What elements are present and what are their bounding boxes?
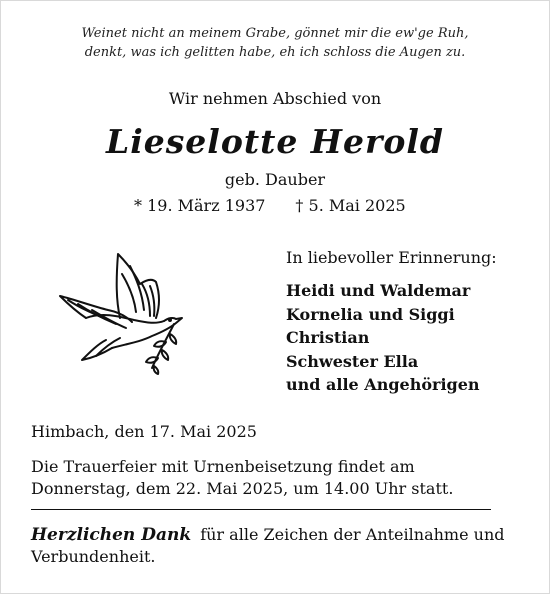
dove-with-olive-branch-icon (56, 244, 191, 376)
verse (0, 24, 550, 62)
death-date: † 5. Mai 2025 (295, 196, 406, 215)
mourner: Christian (286, 328, 370, 347)
thanks-lead: Herzlichen Dank (31, 525, 192, 545)
maiden-name: geb. Dauber (224, 170, 326, 189)
mourner: Kornelia und Siggi (286, 304, 455, 324)
service-line-1: Die Trauerfeier mit Urnenbeisetzung findet am (31, 457, 415, 476)
deceased-name: Lieselotte Herold (105, 122, 444, 161)
life-dates (134, 196, 406, 215)
birth-date: * 19. März 1937 (134, 196, 266, 215)
verse-line-2: denkt, was ich gelitten habe, eh ich schloss die Augen zu. (84, 45, 466, 60)
memory-heading: In liebevoller Erinnerung: (286, 248, 497, 267)
mourner: Schwester Ella (286, 351, 419, 371)
mourners-list (286, 279, 480, 397)
funeral-service-notice (31, 456, 453, 500)
thanks-text: für alle Zeichen der Anteilnahme und Verbundenheit. (31, 525, 505, 566)
divider (31, 509, 491, 510)
mourner: und alle Angehörigen (286, 375, 480, 394)
place-and-date: Himbach, den 17. Mai 2025 (31, 422, 257, 441)
mourner: Heidi und Waldemar (286, 281, 471, 300)
intro-text: Wir nehmen Abschied von (168, 89, 382, 108)
service-line-2: Donnerstag, dem 22. Mai 2025, um 14.00 Uhr statt. (31, 479, 454, 498)
thanks-note (31, 524, 531, 568)
verse-line-1: Weinet nicht an meinem Grabe, gönnet mir die ew'ge Ruh, (81, 26, 469, 41)
